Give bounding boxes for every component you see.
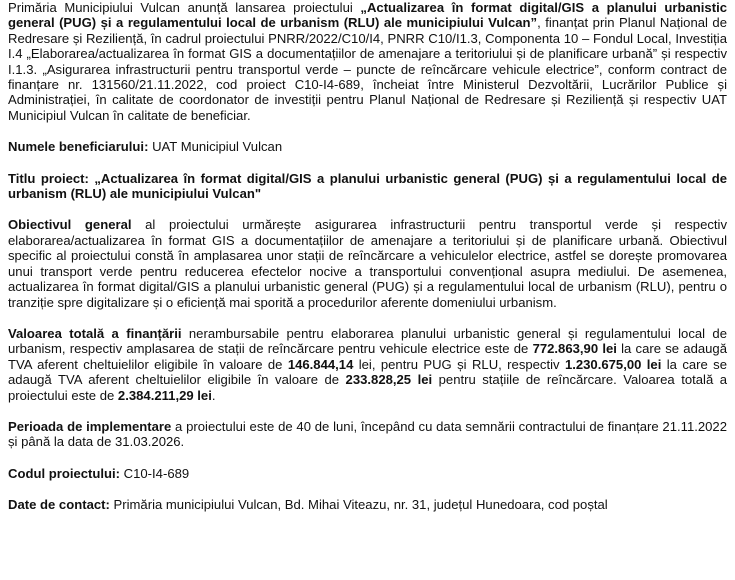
funding-amount-vat-pug: 146.844,14 [287, 356, 354, 372]
beneficiary-label: Numele beneficiarului: [8, 139, 149, 155]
contact-label: Date de contact: [8, 497, 110, 513]
code-value: C10-I4-689 [120, 465, 190, 481]
funding-text: nerambursabile pentru elaborarea planului urbanistic general și regulamentului local de urbanism, respectiv amplasarea de stații de reîncărcare pentru vehicule electrice este de [8, 325, 727, 357]
funding-text: la care se adaugă TVA aferent cheltuielilor eligibile în valoare de [8, 356, 727, 388]
code-label: Codul proiectului: [8, 465, 121, 481]
funding-text: . [211, 387, 216, 403]
funding-paragraph [8, 326, 727, 403]
beneficiary-value: UAT Municipiul Vulcan [148, 139, 283, 155]
funding-label: Valoarea totală a finanțării [8, 325, 182, 341]
title-value: „Actualizarea în format digital/GIS a planului urbanistic general (PUG) și a regulamentului local de urbanism (RLU) ale municipiului Vulcan" [8, 170, 727, 202]
title-paragraph [8, 171, 727, 202]
period-label: Perioada de implementare [8, 418, 172, 434]
intro-text: Primăria Municipiului Vulcan anunță lansarea proiectului [8, 0, 361, 15]
period-text: a proiectului este de 40 de luni, începând cu data semnării contractului de finanțare 21.11.2022 și până la data de 31.03.2026. [8, 418, 727, 450]
contact-text: Primăria municipiului Vulcan, Bd. Mihai Viteazu, nr. 31, județul Hunedoara, cod poștal [109, 497, 608, 513]
funding-amount-vat-charging: 233.828,25 lei [345, 372, 433, 388]
code-paragraph [8, 466, 727, 481]
funding-amount-eligible: 772.863,90 lei [532, 341, 617, 357]
objective-label: Obiectivul general [8, 217, 132, 233]
contact-paragraph [8, 497, 727, 512]
period-paragraph [8, 419, 727, 450]
funding-amount-total: 2.384.211,29 lei [117, 387, 212, 403]
funding-text: la care se adaugă TVA aferent cheltuielilor eligibile în valoare de [8, 341, 727, 372]
intro-text-continued: , finanțat prin Planul Național de Redresare și Reziliență, în cadrul proiectului PNRR/2022/C10/I4, PNRR C10/I1.3, Componenta 10 – Fondul Local, Investiția I.4 „Elaborarea/actualizarea în format GIS a documentațiilor de amenajare a teritoriului și de planificare urbană” și respectiv I.1.3. „Asigurarea infrastructurii pentru transportul verde – puncte de reîncărcare vehicule electrice”, conform contract de finanțare nr. 131560/21.11.2022, cod proiect C10-I4-689, încheiat între Ministerul Dezvoltării, Lucrărilor Publice și Administrației, în calitate de coordonator de investiții pentru Planul Național de Redresare și Reziliență și respectiv UAT Municipiul Vulcan în calitate de beneficiar. [8, 15, 727, 123]
objective-text: al proiectului urmărește asigurarea infrastructurii pentru transportul verde și respectiv elaborarea/actualizarea în format GIS a documentațiilor de amenajare a teritoriului și de planificare urbană. Obiectivul specific al proiectului constă în amplasarea unor stații de reîncărcare a vehiculelor electrice, astfel se dorește promovarea unui transport verde pentru reducerea efectelor nocive a transportului convențional asupra mediului. De asemenea, actualizarea în format digital/GIS a planului urbanistic general (PUG) și a regulamentului local de urbanism (RLU), pentru o tranziție spre digitalizare și o eficiență mai sporită a procedurilor aferente domeniului urbanism. [8, 217, 728, 310]
title-label: Titlu proiect: [8, 170, 89, 186]
funding-text: pentru stațiile de reîncărcare. Valoarea totală a proiectului este de [8, 372, 728, 403]
announcement-document [8, 0, 727, 513]
funding-amount-charging: 1.230.675,00 lei [564, 356, 662, 372]
objective-paragraph [8, 217, 727, 309]
funding-text: lei, pentru PUG și RLU, respectiv [353, 356, 565, 372]
intro-paragraph [8, 0, 727, 123]
project-name-bold: „Actualizarea în format digital/GIS a planului urbanistic general (PUG) și a regulamentului local de urbanism (RLU) ale municipiului Vulcan” [8, 0, 727, 31]
beneficiary-paragraph [8, 139, 727, 154]
